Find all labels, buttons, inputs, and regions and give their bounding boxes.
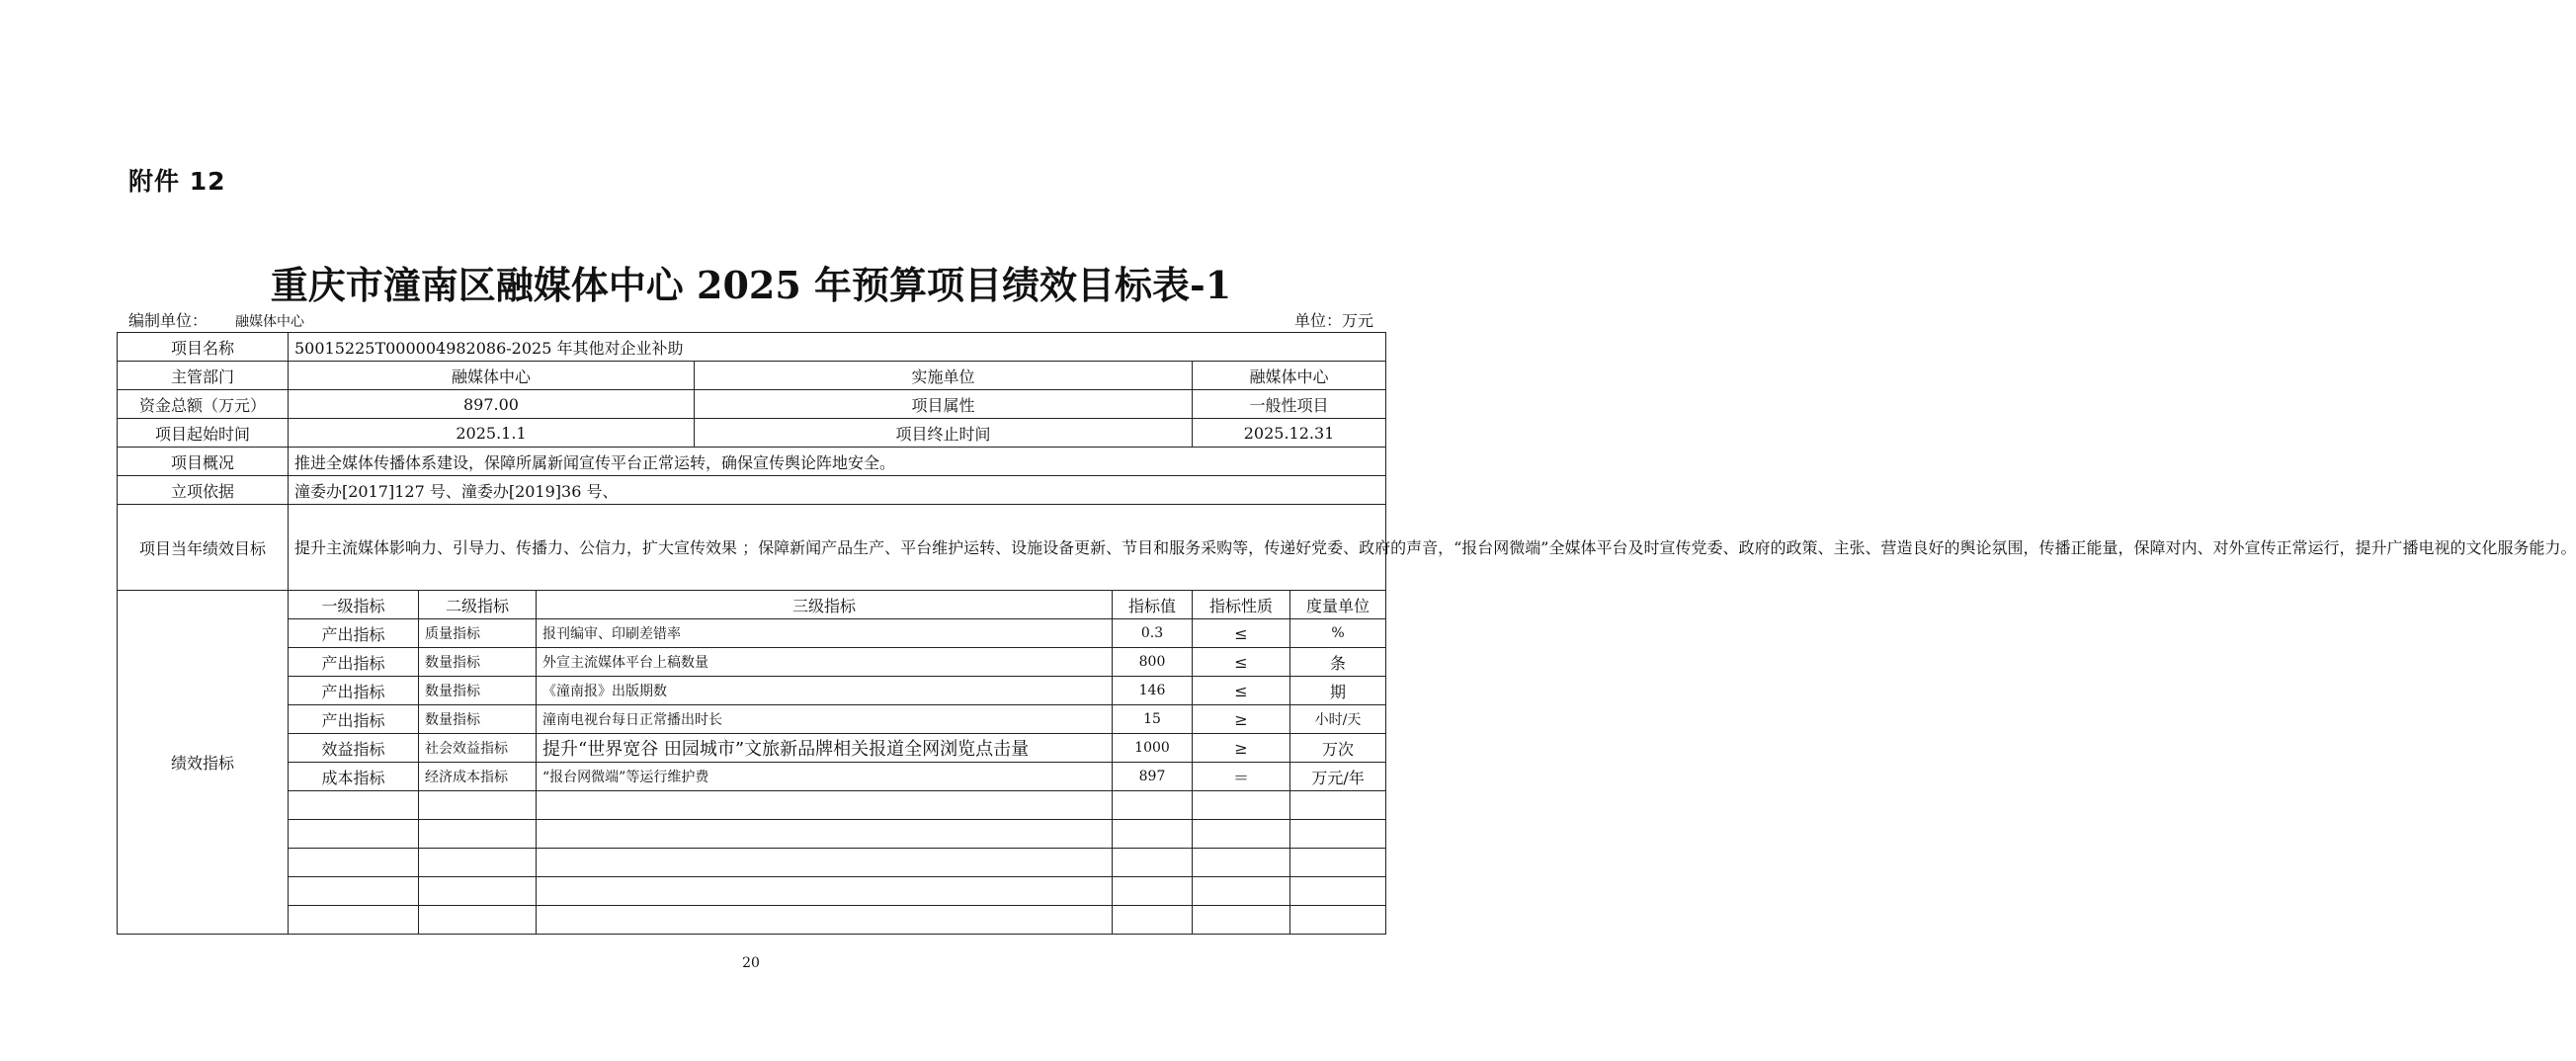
impl-label: 实施单位 bbox=[695, 362, 1193, 390]
level3-cell: “报台网微端”等运行维护费 bbox=[537, 763, 1113, 791]
empty-indicator-row bbox=[118, 877, 1386, 906]
level1-cell: 成本指标 bbox=[289, 763, 419, 791]
unit-cell: 万次 bbox=[1290, 734, 1386, 763]
currency-unit: 单位：万元 bbox=[1293, 311, 1373, 330]
unit-cell: 小时/天 bbox=[1290, 705, 1386, 734]
compiling-unit bbox=[128, 308, 304, 331]
impl-value: 融媒体中心 bbox=[1193, 362, 1386, 390]
compiling-unit-label: 编制单位： bbox=[128, 311, 208, 330]
level1-cell: 产出指标 bbox=[289, 705, 419, 734]
level2-cell: 数量指标 bbox=[419, 677, 537, 705]
header-unit: 度量单位 bbox=[1290, 591, 1386, 619]
row-fund bbox=[118, 390, 1386, 419]
header-nature: 指标性质 bbox=[1193, 591, 1290, 619]
value-cell: 897 bbox=[1113, 763, 1193, 791]
row-basis bbox=[118, 476, 1386, 505]
attachment-label: 附件 12 bbox=[128, 167, 226, 196]
empty-indicator-row bbox=[118, 849, 1386, 877]
fund-label: 资金总额（万元） bbox=[118, 390, 289, 419]
row-dates bbox=[118, 419, 1386, 448]
level2-cell: 数量指标 bbox=[419, 648, 537, 677]
level3-cell: 《潼南报》出版期数 bbox=[537, 677, 1113, 705]
row-overview bbox=[118, 448, 1386, 476]
level3-cell: 提升“世界宽谷 田园城市”文旅新品牌相关报道全网浏览点击量 bbox=[537, 734, 1113, 763]
indicator-row bbox=[118, 619, 1386, 648]
basis-value: 潼委办[2017]127 号、潼委办[2019]36 号、 bbox=[289, 476, 1386, 505]
value-cell: 1000 bbox=[1113, 734, 1193, 763]
value-cell: 15 bbox=[1113, 705, 1193, 734]
level2-cell: 社会效益指标 bbox=[419, 734, 537, 763]
goal-value: 提升主流媒体影响力、引导力、传播力、公信力，扩大宣传效果 ；保障新闻产品生产、平台维护运转、设施设备更新、节目和服务采购等，传递好党委、政府的声音，“报台网微端”全媒体平台及时宣传党委、政府的政策、主张、营造良好的舆论氛围，传播正能量，保障对内、对外宣传正常运行，提升广播电视的文化服务能力。 bbox=[289, 505, 1386, 591]
header-level2: 二级指标 bbox=[419, 591, 537, 619]
indicator-row bbox=[118, 677, 1386, 705]
end-label: 项目终止时间 bbox=[695, 419, 1193, 448]
nature-cell: ≤ bbox=[1193, 677, 1290, 705]
level1-cell: 产出指标 bbox=[289, 619, 419, 648]
level1-cell: 产出指标 bbox=[289, 648, 419, 677]
empty-indicator-row bbox=[118, 820, 1386, 849]
end-value: 2025.12.31 bbox=[1193, 419, 1386, 448]
level1-cell: 产出指标 bbox=[289, 677, 419, 705]
unit-cell: 条 bbox=[1290, 648, 1386, 677]
nature-cell: ＝ bbox=[1193, 763, 1290, 791]
basis-label: 立项依据 bbox=[118, 476, 289, 505]
row-department bbox=[118, 362, 1386, 390]
header-value: 指标值 bbox=[1113, 591, 1193, 619]
value-cell: 0.3 bbox=[1113, 619, 1193, 648]
row-project-name bbox=[118, 333, 1386, 362]
attr-value: 一般性项目 bbox=[1193, 390, 1386, 419]
indicator-header-row bbox=[118, 591, 1386, 619]
level3-cell: 外宣主流媒体平台上稿数量 bbox=[537, 648, 1113, 677]
page-title: 重庆市潼南区融媒体中心 2025 年预算项目绩效目标表-1 bbox=[270, 263, 1232, 307]
goal-label: 项目当年绩效目标 bbox=[118, 505, 289, 591]
value-cell: 146 bbox=[1113, 677, 1193, 705]
indicator-section-label: 绩效指标 bbox=[118, 591, 289, 935]
compiling-unit-value: 融媒体中心 bbox=[235, 314, 305, 330]
level2-cell: 质量指标 bbox=[419, 619, 537, 648]
indicator-row bbox=[118, 705, 1386, 734]
indicator-row bbox=[118, 648, 1386, 677]
start-value: 2025.1.1 bbox=[289, 419, 695, 448]
performance-table bbox=[117, 332, 2576, 935]
nature-cell: ≤ bbox=[1193, 648, 1290, 677]
overview-label: 项目概况 bbox=[118, 448, 289, 476]
nature-cell: ≥ bbox=[1193, 705, 1290, 734]
value-cell: 800 bbox=[1113, 648, 1193, 677]
level3-cell: 报刊编审、印刷差错率 bbox=[537, 619, 1113, 648]
dept-label: 主管部门 bbox=[118, 362, 289, 390]
level2-cell: 经济成本指标 bbox=[419, 763, 537, 791]
project-name-label: 项目名称 bbox=[118, 333, 289, 362]
level3-cell: 潼南电视台每日正常播出时长 bbox=[537, 705, 1113, 734]
unit-cell: % bbox=[1290, 619, 1386, 648]
header-level1: 一级指标 bbox=[289, 591, 419, 619]
unit-cell: 万元/年 bbox=[1290, 763, 1386, 791]
overview-value: 推进全媒体传播体系建设，保障所属新闻宣传平台正常运转，确保宣传舆论阵地安全。 bbox=[289, 448, 1386, 476]
row-annual-goal bbox=[118, 505, 1386, 591]
fund-value: 897.00 bbox=[289, 390, 695, 419]
unit-cell: 期 bbox=[1290, 677, 1386, 705]
attr-label: 项目属性 bbox=[695, 390, 1193, 419]
page-number: 20 bbox=[742, 955, 760, 971]
level1-cell: 效益指标 bbox=[289, 734, 419, 763]
empty-indicator-row bbox=[118, 791, 1386, 820]
empty-indicator-row bbox=[118, 906, 1386, 935]
dept-value: 融媒体中心 bbox=[289, 362, 695, 390]
indicator-row bbox=[118, 763, 1386, 791]
level2-cell: 数量指标 bbox=[419, 705, 537, 734]
indicator-row bbox=[118, 734, 1386, 763]
project-name-value: 50015225T000004982086-2025 年其他对企业补助 bbox=[289, 333, 1386, 362]
nature-cell: ≥ bbox=[1193, 734, 1290, 763]
header-level3: 三级指标 bbox=[537, 591, 1113, 619]
nature-cell: ≤ bbox=[1193, 619, 1290, 648]
start-label: 项目起始时间 bbox=[118, 419, 289, 448]
